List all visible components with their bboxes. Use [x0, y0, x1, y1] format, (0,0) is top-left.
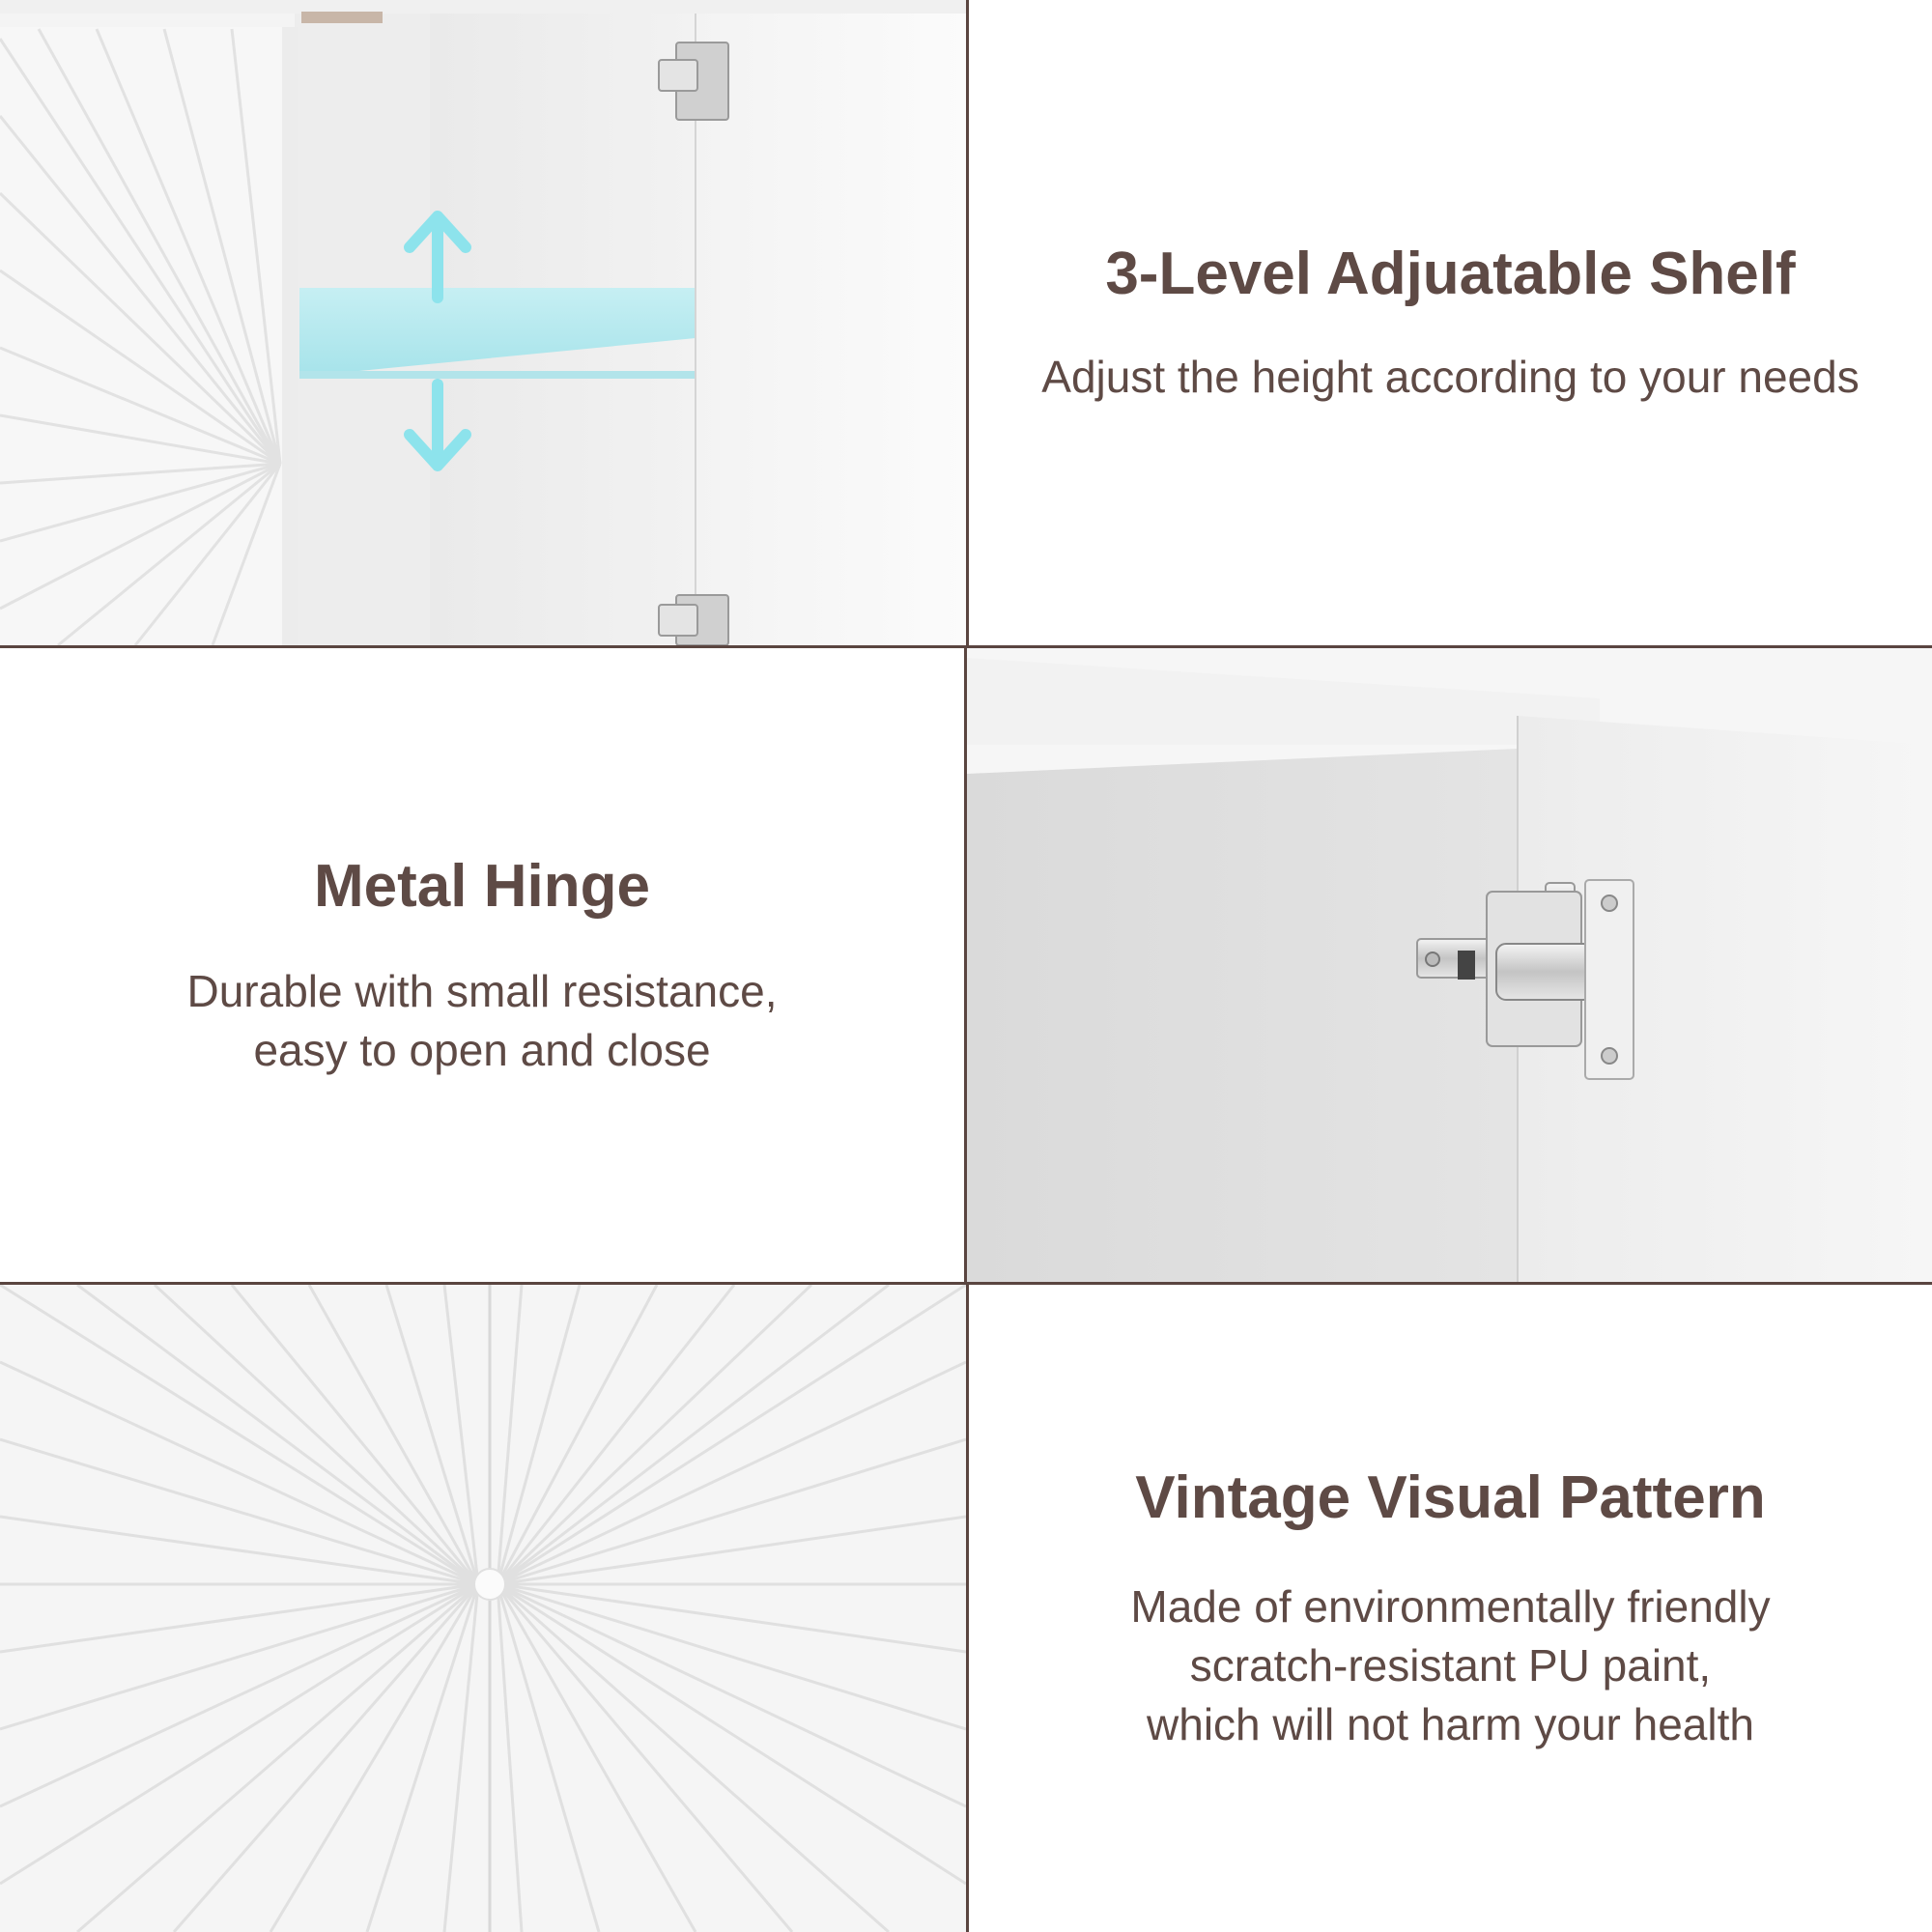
hinge-closeup-image	[967, 648, 1932, 1282]
hinge-feature-line-2: easy to open and close	[253, 1024, 711, 1075]
pattern-feature-line-1: Made of environmentally friendly	[1130, 1581, 1771, 1633]
hinge-feature-title: Metal Hinge	[314, 852, 650, 920]
arrow-up-icon	[404, 209, 471, 305]
pattern-feature-line-3: which will not harm your health	[1147, 1698, 1754, 1749]
hinge-feature-panel	[0, 648, 964, 1282]
shelf-feature-line-1: Adjust the height according to your needs	[1041, 352, 1860, 403]
starburst-pattern-image	[0, 1285, 966, 1932]
pattern-feature-line-2: scratch-resistant PU paint,	[1189, 1640, 1712, 1691]
pattern-feature-panel	[969, 1285, 1932, 1932]
arrow-down-icon	[404, 377, 471, 473]
cabinet-interior-image	[0, 0, 966, 645]
pattern-feature-title: Vintage Visual Pattern	[1135, 1464, 1766, 1532]
shelf-feature-title: 3-Level Adjuatable Shelf	[1105, 241, 1796, 308]
shelf-feature-panel	[969, 0, 1932, 645]
hinge-feature-line-1: Durable with small resistance,	[186, 965, 778, 1016]
